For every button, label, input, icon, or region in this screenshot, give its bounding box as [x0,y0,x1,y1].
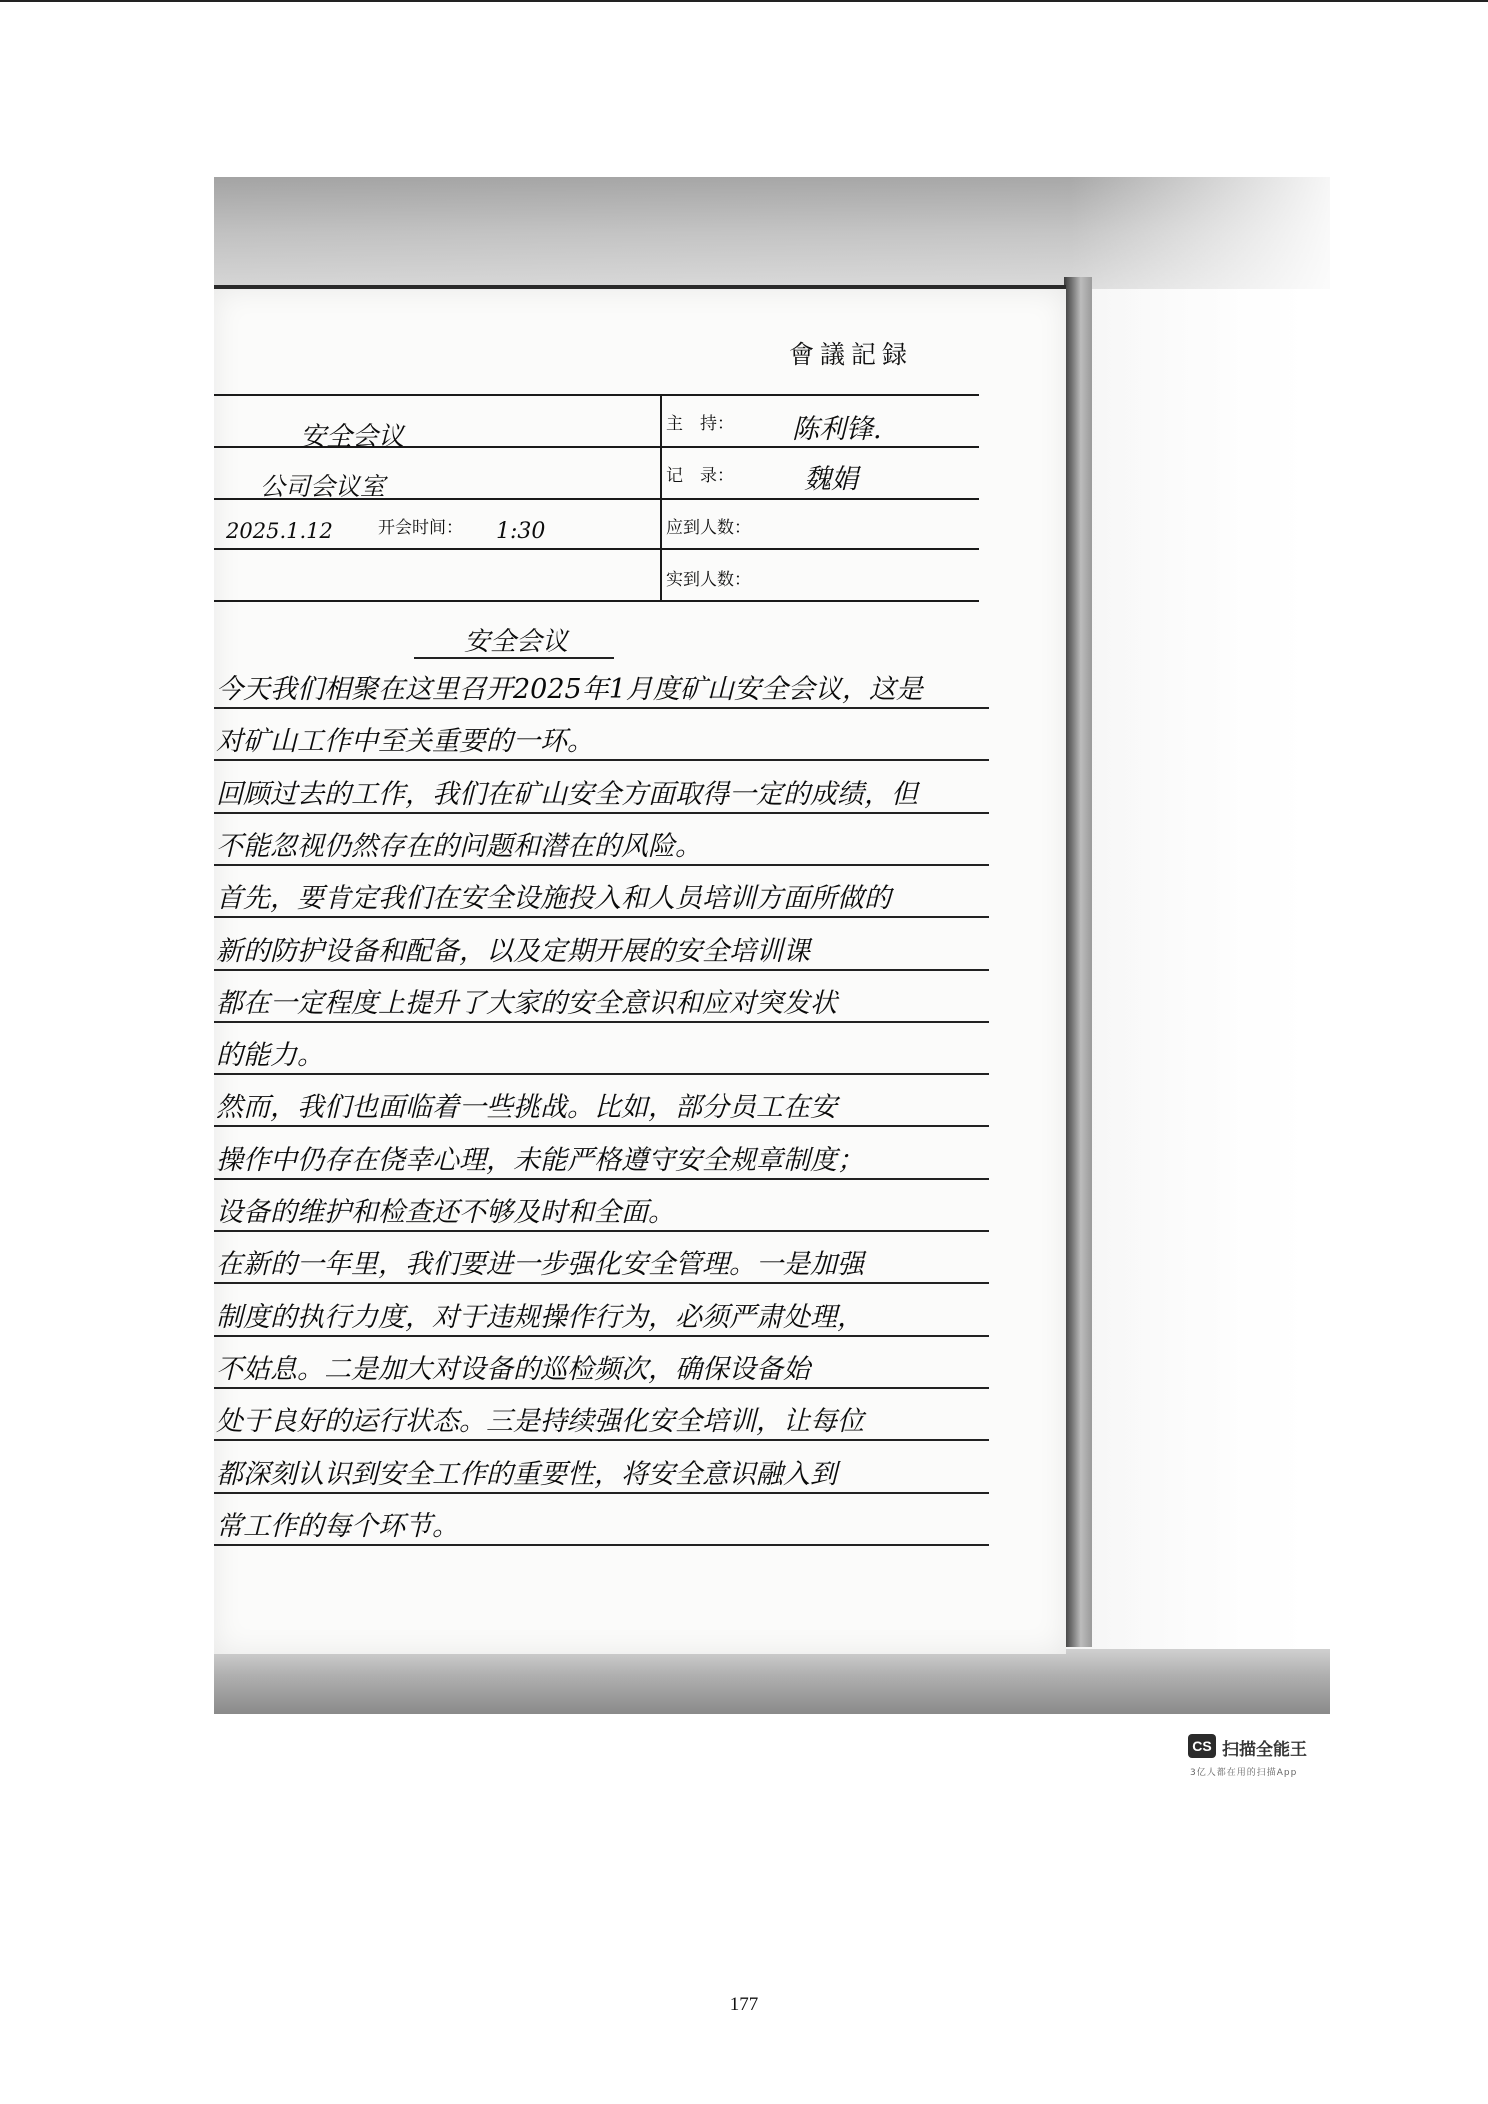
ruled-line [214,707,989,709]
scan-background-bottom [214,1649,1330,1714]
ruled-line [214,1387,989,1389]
minutes-line: 常工作的每个环节。 [216,1511,459,1542]
form-divider [660,394,662,602]
ruled-line [214,864,989,866]
time-label: 开会时间： [378,518,463,538]
actual-attendance-label: 实到人数： [666,570,751,590]
ruled-line [214,1544,989,1546]
minutes-line: 都在一定程度上提升了大家的安全意识和应对突发状 [216,988,837,1019]
minutes-line: 在新的一年里，我们要进一步强化安全管理。一是加强 [216,1249,864,1280]
ruled-line [214,1230,989,1232]
location-value: 公司会议室 [260,472,386,501]
recorder-label: 记 录： [666,466,734,486]
camscanner-tagline: 3亿人都在用的扫描App [1190,1768,1298,1778]
minutes-line: 的能力。 [216,1040,324,1071]
page-number: 177 [729,1994,759,2015]
minutes-line: 今天我们相聚在这里召开2025年1月度矿山安全会议，这是 [216,674,923,705]
minutes-line: 回顾过去的工作，我们在矿山安全方面取得一定的成绩，但 [216,779,918,810]
ruled-line [214,969,989,971]
recorder-value: 魏娟 [804,464,858,495]
camscanner-watermark [1188,1734,1338,1784]
meeting-record-page [214,285,1066,1654]
ruled-line [214,1282,989,1284]
ruled-line [214,759,989,761]
scan-background-right [1070,177,1330,1714]
scanned-photo [214,177,1330,1714]
notebook-page-edge [1064,277,1092,1647]
body-title: 安全会议 [464,627,569,657]
ruled-line [214,1125,989,1127]
minutes-line: 对矿山工作中至关重要的一环。 [216,726,594,757]
minutes-line: 然而，我们也面临着一些挑战。比如，部分员工在安 [216,1092,837,1123]
ruled-line [214,812,989,814]
time-value: 1:30 [496,519,546,544]
ruled-line [214,1492,989,1494]
form-rule-bottom [214,600,979,602]
minutes-line: 首先，要肯定我们在安全设施投入和人员培训方面所做的 [216,883,891,914]
date-value: 2025.1.12 [226,519,333,543]
minutes-line: 操作中仍存在侥幸心理，未能严格遵守安全规章制度； [216,1145,864,1176]
minutes-line: 不姑息。二是加大对设备的巡检频次，确保设备始 [216,1354,810,1385]
minutes-line: 设备的维护和检查还不够及时和全面。 [216,1197,675,1228]
host-label: 主 持： [666,414,734,434]
minutes-line: 新的防护设备和配备，以及定期开展的安全培训课 [216,936,810,967]
ruled-line [214,1178,989,1180]
minutes-line: 制度的执行力度，对于违规操作行为，必须严肃处理， [216,1302,864,1333]
host-value: 陈利锋. [792,414,882,445]
ruled-line [214,916,989,918]
minutes-line: 都深刻认识到安全工作的重要性，将安全意识融入到 [216,1459,837,1490]
minutes-line: 处于良好的运行状态。三是持续强化安全培训，让每位 [216,1406,864,1437]
expected-attendance-label: 应到人数： [666,518,751,538]
camscanner-logo-icon: CS [1188,1734,1216,1758]
form-rule-top [214,394,979,396]
title-underline [414,657,614,659]
camscanner-name: 扫描全能王 [1222,1740,1307,1760]
ruled-line [214,1073,989,1075]
record-heading: 會議記録 [789,340,914,369]
ruled-line [214,1021,989,1023]
top-border [0,0,1488,2]
ruled-line [214,1439,989,1441]
form-rule-3 [214,548,979,550]
ruled-line [214,1335,989,1337]
topic-value: 安全会议 [300,422,405,452]
minutes-line: 不能忽视仍然存在的问题和潜在的风险。 [216,831,702,862]
